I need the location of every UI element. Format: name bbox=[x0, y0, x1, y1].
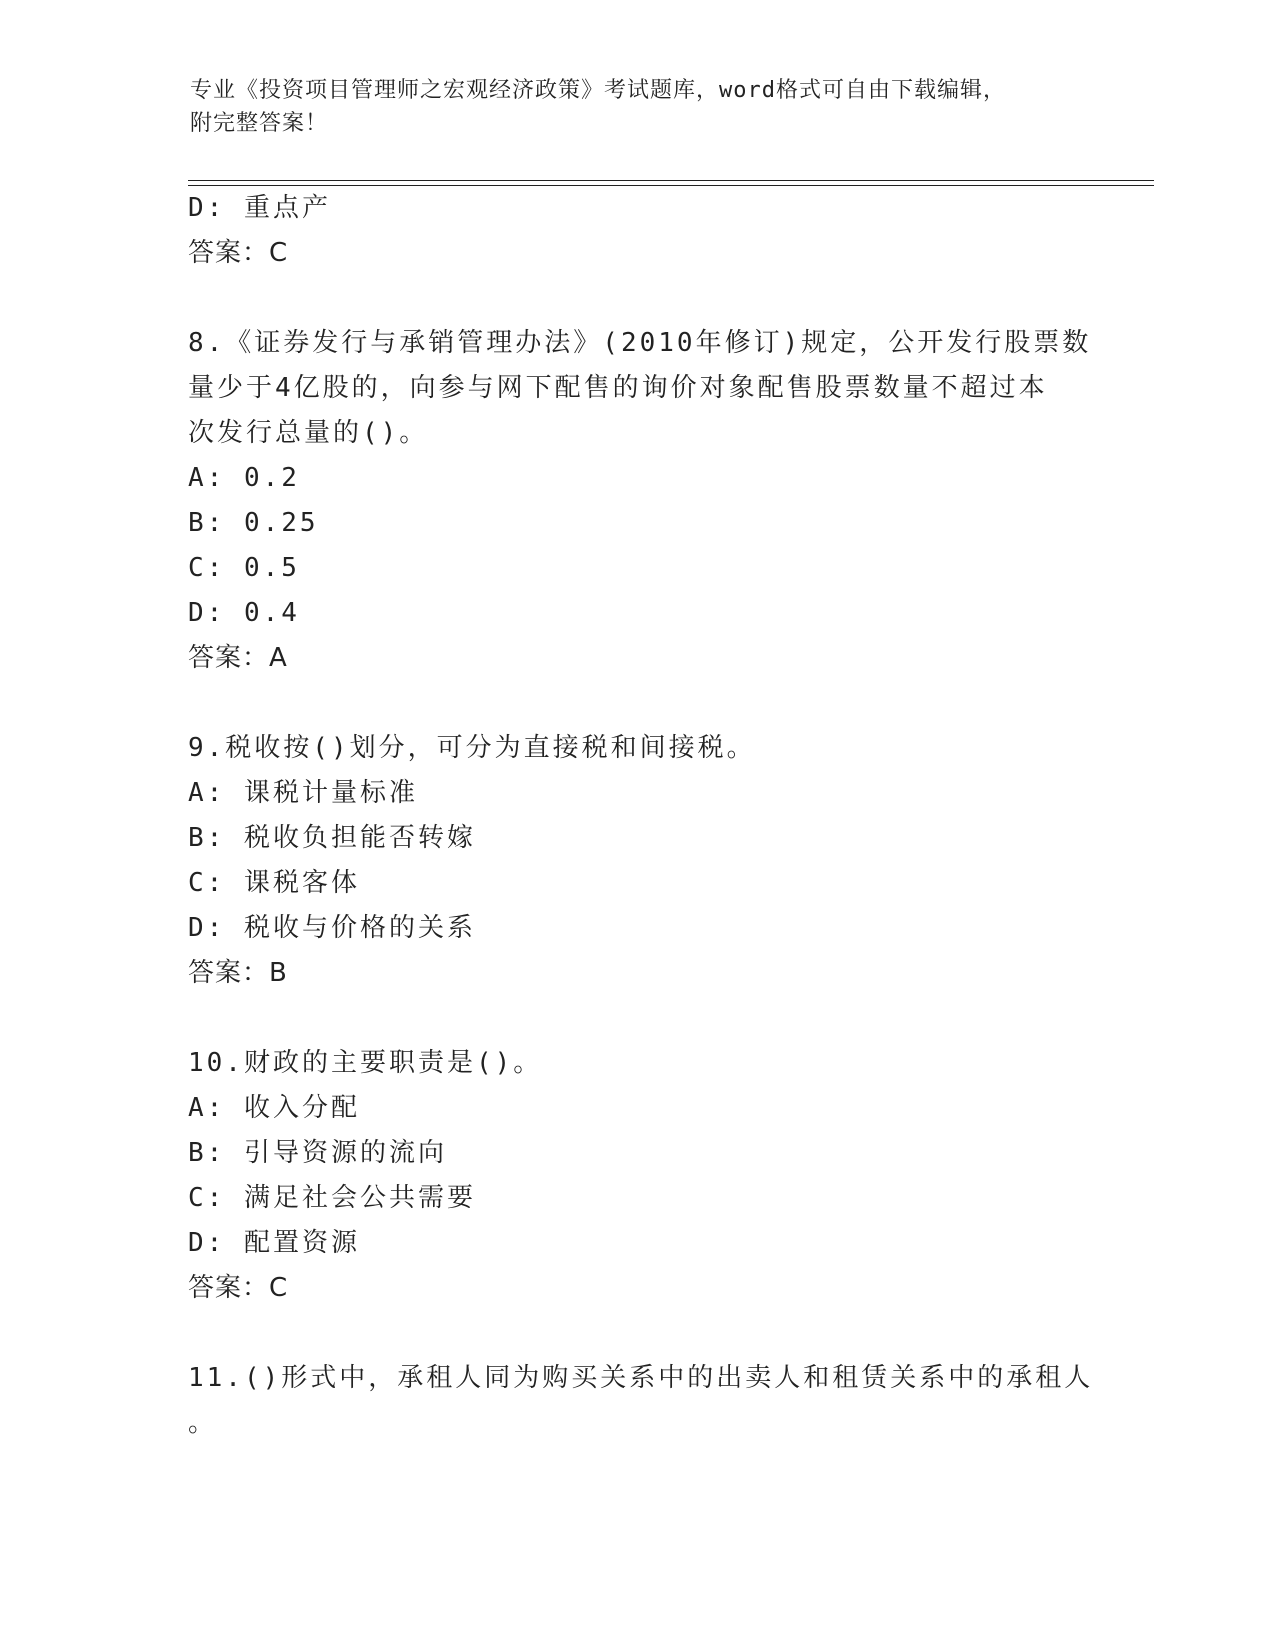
q9-option-a: A: 课税计量标准 bbox=[188, 778, 418, 808]
q11-stem-line-2: 。 bbox=[188, 1408, 218, 1438]
q7-answer: 答案：C bbox=[188, 238, 289, 268]
q9-option-c: C: 课税客体 bbox=[188, 868, 360, 898]
q9-stem: 9.税收按()划分，可分为直接税和间接税。 bbox=[188, 733, 756, 763]
q9-answer: 答案：B bbox=[188, 958, 288, 988]
q10-stem: 10.财政的主要职责是()。 bbox=[188, 1048, 543, 1078]
q7-option-d: D: 重点产 bbox=[188, 193, 331, 223]
page-header bbox=[190, 74, 1090, 140]
q10-option-c: C: 满足社会公共需要 bbox=[188, 1183, 476, 1213]
q10-option-b: B: 引导资源的流向 bbox=[188, 1138, 447, 1168]
q8-option-c: C: 0.5 bbox=[188, 553, 300, 583]
q10-answer: 答案：C bbox=[188, 1273, 289, 1303]
q8-stem-line-2: 量少于4亿股的，向参与网下配售的询价对象配售股票数量不超过本 bbox=[188, 373, 1048, 403]
header-line-1: 专业《投资项目管理师之宏观经济政策》考试题库，word格式可自由下载编辑， bbox=[190, 78, 1006, 103]
q8-answer: 答案：A bbox=[188, 643, 288, 673]
q10-option-d: D: 配置资源 bbox=[188, 1228, 360, 1258]
q8-option-a: A: 0.2 bbox=[188, 463, 300, 493]
q9-option-b: B: 税收负担能否转嫁 bbox=[188, 823, 476, 853]
q8-option-b: B: 0.25 bbox=[188, 508, 319, 538]
q8-stem-line-3: 次发行总量的()。 bbox=[188, 418, 429, 448]
q8-option-d: D: 0.4 bbox=[188, 598, 300, 628]
header-divider-top bbox=[188, 180, 1154, 181]
header-divider-bottom bbox=[188, 185, 1154, 186]
q8-stem-line-1: 8.《证券发行与承销管理办法》(2010年修订)规定，公开发行股票数 bbox=[188, 328, 1092, 358]
q11-stem-line-1: 11.()形式中，承租人同为购买关系中的出卖人和租赁关系中的承租人 bbox=[188, 1363, 1094, 1393]
q9-option-d: D: 税收与价格的关系 bbox=[188, 913, 476, 943]
header-line-2: 附完整答案！ bbox=[190, 111, 329, 136]
q10-option-a: A: 收入分配 bbox=[188, 1093, 360, 1123]
